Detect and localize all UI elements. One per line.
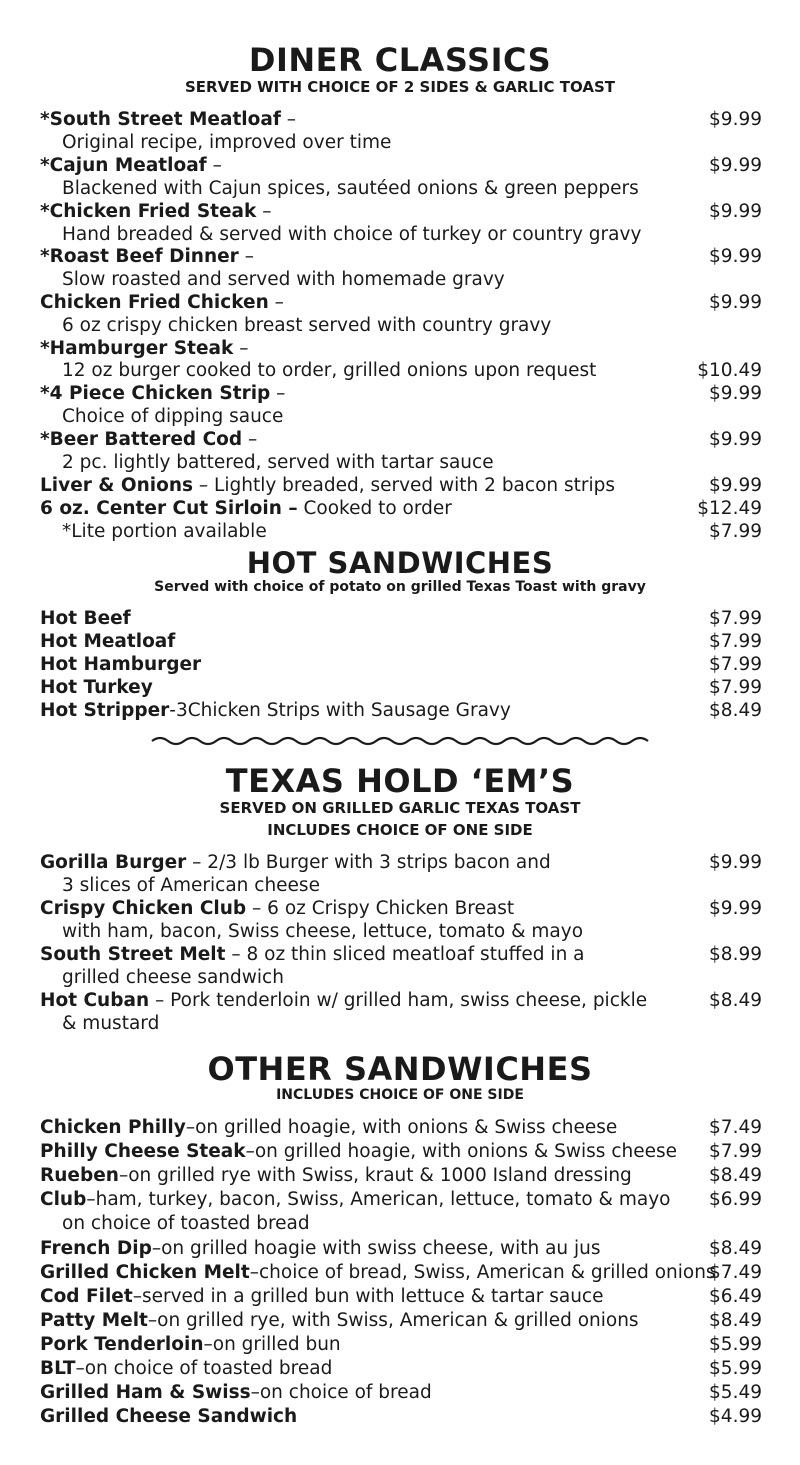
- item-desc: – 8 oz thin sliced meatloaf stuffed in a: [225, 944, 585, 965]
- item-desc: – Pork tenderloin w/ grilled ham, swiss cheese, pickle: [149, 990, 648, 1011]
- item-price: $12.49: [697, 498, 762, 519]
- item-price: $9.99: [709, 383, 762, 404]
- item-price: $8.49: [709, 990, 762, 1011]
- menu-item: [40, 1381, 762, 1404]
- item-name: Cod Filet: [40, 1286, 133, 1307]
- item-price: $9.99: [709, 109, 762, 130]
- item-name: *South Street Meatloaf: [40, 109, 281, 130]
- item-name: Grilled Cheese Sandwich: [40, 1406, 298, 1427]
- item-price: $8.49: [709, 1310, 762, 1331]
- item-price: $5.99: [709, 1358, 762, 1379]
- menu-item: [40, 1309, 762, 1332]
- menu-item: [40, 1140, 762, 1163]
- item-desc: –on grilled hoagie, with onions & Swiss cheese: [245, 1141, 677, 1162]
- menu-item: [40, 200, 762, 223]
- menu-item: [40, 897, 762, 920]
- item-price: $9.99: [709, 429, 762, 450]
- menu-item: [40, 245, 762, 268]
- item-price: $10.49: [697, 360, 762, 381]
- item-price: $7.99: [709, 631, 762, 652]
- menu-item: [40, 1116, 762, 1139]
- item-desc: –on grilled bun: [203, 1334, 341, 1355]
- item-name: 6 oz. Center Cut Sirloin –: [40, 498, 298, 519]
- item-desc: Cooked to order: [297, 498, 452, 519]
- item-name: Grilled Chicken Melt: [40, 1262, 250, 1283]
- item-price: $9.99: [709, 852, 762, 873]
- item-desc-2: Hand breaded & served with choice of turkey or country gravy: [62, 224, 642, 245]
- item-desc-2: Original recipe, improved over time: [62, 132, 392, 153]
- other-sandwiches-title: OTHER SANDWICHES: [207, 1050, 593, 1088]
- texas-hold-ems-subtitle-1: SERVED ON GRILLED GARLIC TEXAS TOAST: [219, 799, 581, 817]
- menu-item: [40, 851, 762, 874]
- item-desc: –on grilled hoagie with swiss cheese, with au jus: [151, 1238, 601, 1259]
- item-name: Pork Tenderloin: [40, 1334, 204, 1355]
- item-desc-2: & mustard: [62, 1013, 160, 1034]
- texas-hold-ems-subtitle-2: INCLUDES CHOICE OF ONE SIDE: [267, 821, 533, 839]
- menu-item: [40, 108, 762, 131]
- item-price: $9.99: [709, 155, 762, 176]
- item-name: *Roast Beef Dinner: [40, 246, 239, 267]
- item-desc: –: [233, 338, 249, 359]
- item-name: *Hamburger Steak: [40, 338, 234, 359]
- item-desc: – 2/3 lb Burger with 3 strips bacon and: [186, 852, 551, 873]
- menu-item: [40, 1357, 762, 1380]
- hot-sandwiches-title: HOT SANDWICHES: [246, 546, 554, 580]
- item-desc-2: grilled cheese sandwich: [62, 967, 284, 988]
- item-name: Chicken Fried Chicken: [40, 292, 269, 313]
- item-name: *Chicken Fried Steak: [40, 201, 257, 222]
- menu-item: [40, 607, 762, 630]
- item-name: Chicken Philly: [40, 1117, 186, 1138]
- item-name: Rueben: [40, 1165, 119, 1186]
- item-desc-2: 12 oz burger cooked to order, grilled onions upon request: [62, 360, 597, 381]
- item-name: Hot Cuban: [40, 990, 150, 1011]
- item-price: $8.49: [709, 1238, 762, 1259]
- menu-item: [40, 337, 762, 360]
- item-desc-2: Blackened with Cajun spices, sautéed onions & green peppers: [62, 178, 639, 199]
- item-desc-2: on choice of toasted bread: [62, 1213, 310, 1234]
- item-name: *Cajun Meatloaf: [40, 155, 207, 176]
- item-price: $4.99: [709, 1406, 762, 1427]
- item-name: *Beer Battered Cod: [40, 429, 243, 450]
- item-price: $6.99: [709, 1189, 762, 1210]
- item-price: $7.99: [709, 521, 762, 542]
- item-price: $8.49: [709, 700, 762, 721]
- item-price: $9.99: [709, 292, 762, 313]
- item-price: $8.49: [709, 1165, 762, 1186]
- menu-item: [40, 699, 762, 722]
- item-desc: – Lightly breaded, served with 2 bacon strips: [193, 475, 616, 496]
- diner-classics-title: DINER CLASSICS: [248, 41, 552, 79]
- item-desc: –served in a grilled bun with lettuce & tartar sauce: [132, 1286, 604, 1307]
- item-name: South Street Melt: [40, 944, 226, 965]
- item-price: $7.49: [709, 1117, 762, 1138]
- lite-portion-text: *Lite portion available: [62, 521, 267, 542]
- item-desc: –on choice of bread: [250, 1382, 432, 1403]
- item-desc: – 6 oz Crispy Chicken Breast: [246, 898, 515, 919]
- item-name: Crispy Chicken Club: [40, 898, 247, 919]
- item-desc: –on grilled rye with Swiss, kraut & 1000 Island dressing: [118, 1165, 632, 1186]
- item-desc: –: [268, 292, 284, 313]
- item-desc-2: Choice of dipping sauce: [62, 406, 284, 427]
- item-name: Hot Beef: [40, 608, 131, 629]
- menu-item: [40, 291, 762, 314]
- menu-item: [40, 989, 762, 1012]
- item-price: $9.99: [709, 201, 762, 222]
- diner-classics-subtitle: SERVED WITH CHOICE OF 2 SIDES & GARLIC TOAST: [185, 78, 615, 96]
- item-price: $9.99: [709, 898, 762, 919]
- item-name: Patty Melt: [40, 1310, 148, 1331]
- menu-item: [40, 1405, 762, 1428]
- menu-item: [40, 497, 762, 520]
- item-desc: –: [238, 246, 254, 267]
- item-desc: –: [206, 155, 222, 176]
- item-desc: -3Chicken Strips with Sausage Gravy: [169, 700, 511, 721]
- hot-sandwiches-subtitle: Served with choice of potato on grilled Texas Toast with gravy: [154, 579, 646, 595]
- menu-item: [40, 1261, 762, 1284]
- menu-item: [40, 1285, 762, 1308]
- item-price: $7.49: [709, 1262, 762, 1283]
- item-name: Hot Hamburger: [40, 654, 202, 675]
- menu-item: [40, 382, 762, 405]
- item-desc-2: 6 oz crispy chicken breast served with country gravy: [62, 315, 552, 336]
- item-desc: –: [242, 429, 258, 450]
- item-name: Grilled Ham & Swiss: [40, 1382, 251, 1403]
- item-name: Philly Cheese Steak: [40, 1141, 246, 1162]
- item-price: $5.49: [709, 1382, 762, 1403]
- item-desc: –on grilled hoagie, with onions & Swiss cheese: [185, 1117, 618, 1138]
- menu-item: [40, 653, 762, 676]
- item-desc-2: Slow roasted and served with homemade gravy: [62, 269, 505, 290]
- item-name: Gorilla Burger: [40, 852, 187, 873]
- item-desc: –: [270, 383, 286, 404]
- menu-item: [40, 676, 762, 699]
- item-name: Hot Stripper: [40, 700, 170, 721]
- item-price: $9.99: [709, 246, 762, 267]
- item-name: Club: [40, 1189, 87, 1210]
- item-desc-2: 2 pc. lightly battered, served with tartar sauce: [62, 452, 494, 473]
- item-price: $7.99: [709, 1141, 762, 1162]
- item-price: $9.99: [709, 475, 762, 496]
- item-desc-2: 3 slices of American cheese: [62, 875, 320, 896]
- item-desc: –: [256, 201, 272, 222]
- menu-item: [40, 1333, 762, 1356]
- item-price: $7.99: [709, 654, 762, 675]
- item-price: $7.99: [709, 608, 762, 629]
- menu-item: [40, 1237, 762, 1260]
- menu-item: [40, 474, 762, 497]
- menu-item: [40, 943, 762, 966]
- item-name: French Dip: [40, 1238, 152, 1259]
- texas-hold-ems-title: TEXAS HOLD ‘EM’S: [225, 762, 575, 800]
- item-price: $8.99: [709, 944, 762, 965]
- item-name: *4 Piece Chicken Strip: [40, 383, 271, 404]
- menu-item: [40, 154, 762, 177]
- other-sandwiches-subtitle: INCLUDES CHOICE OF ONE SIDE: [276, 1087, 524, 1103]
- item-name: Hot Turkey: [40, 677, 153, 698]
- item-desc: –ham, turkey, bacon, Swiss, American, lettuce, tomato & mayo: [86, 1189, 671, 1210]
- menu-item: [40, 630, 762, 653]
- item-price: $7.99: [709, 677, 762, 698]
- menu-item: [40, 1164, 762, 1187]
- item-name: Hot Meatloaf: [40, 631, 176, 652]
- item-name: BLT: [40, 1358, 76, 1379]
- item-price: $5.99: [709, 1334, 762, 1355]
- item-price: $6.49: [709, 1286, 762, 1307]
- item-desc: –on grilled rye, with Swiss, American & grilled onions: [147, 1310, 639, 1331]
- item-name: Liver & Onions: [40, 475, 194, 496]
- wavy-divider: [150, 731, 650, 751]
- item-desc: –choice of bread, Swiss, American & grilled onions: [249, 1262, 716, 1283]
- menu-item: [40, 1188, 762, 1211]
- item-desc-2: with ham, bacon, Swiss cheese, lettuce, tomato & mayo: [62, 921, 584, 942]
- item-desc: –on choice of toasted bread: [75, 1358, 333, 1379]
- item-desc: –: [280, 109, 297, 130]
- menu-item: [40, 428, 762, 451]
